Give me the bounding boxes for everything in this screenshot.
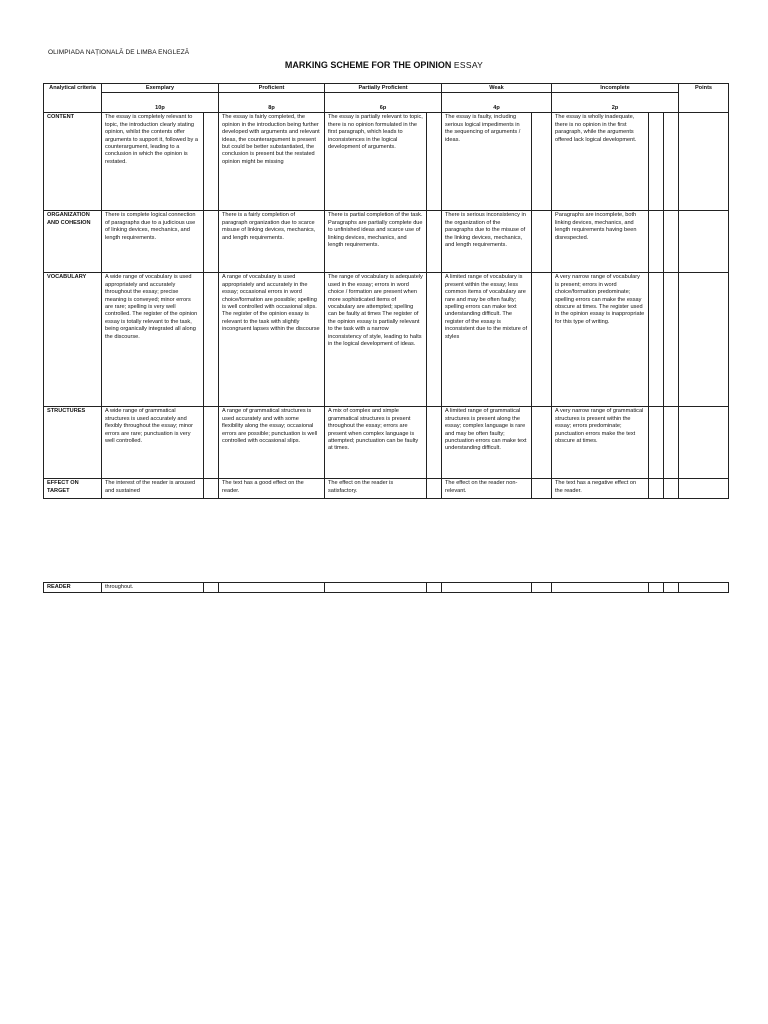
points-cell: [679, 407, 729, 479]
criterion-content: CONTENT: [44, 113, 102, 211]
score-box: [427, 407, 442, 479]
score-box: [649, 583, 664, 592]
score-box: [204, 273, 219, 407]
points-cell: [679, 113, 729, 211]
score-box: [649, 113, 664, 211]
cell-content-exemplary: The essay is completely relevant to topic, the introduction clearly stating opinion, whilst the contents offer arguments to support it, followed by a counterargument, leading to a conclusion in which the opinion is restated.: [102, 113, 204, 211]
cell-effect-partially-proficient: The effect on the reader is satisfactory.: [325, 479, 427, 499]
score-box: [427, 211, 442, 273]
cell-vocabulary-proficient: A range of vocabulary is used appropriately and accurately in the essay; occasional errors in word choice/formation are possible; spelling is well controlled with occasional slips. The register of the opinion essay is relevant to the task with slightly incongruent lapses within the discourse: [219, 273, 325, 407]
points-cell: [679, 273, 729, 407]
page-break-gap: [44, 499, 729, 583]
document-title: [0, 60, 768, 70]
criteria-header: Analytical criteria: [44, 84, 102, 113]
table-row-organization: [44, 211, 729, 273]
cell-structures-weak: A limited range of grammatical structures is present along the essay; complex language is rare and may be often faulty; punctuation errors can make text understanding difficult.: [442, 407, 532, 479]
level-incomplete-points: 2p: [552, 93, 679, 113]
points-cell: [679, 211, 729, 273]
cell-organization-incomplete: Paragraphs are incomplete, both linking devices, mechanics, and length requirements having been disrespected.: [552, 211, 649, 273]
cell-structures-exemplary: A wide range of grammatical structures is used accurately and flexibly throughout the essay; minor errors are rare; punctuation is very well controlled.: [102, 407, 204, 479]
title-main: MARKING SCHEME FOR THE OPINION: [284, 60, 452, 70]
level-weak-points: 4p: [442, 93, 552, 113]
criterion-vocabulary: VOCABULARY: [44, 273, 102, 407]
cell-organization-proficient: There is a fairly completion of paragraph organization due to scarce misuse of linking devices, mechanics, and length requirements.: [219, 211, 325, 273]
score-box: [649, 479, 664, 499]
cell-vocabulary-exemplary: A wide range of vocabulary is used appropriately and accurately throughout the essay; precise meaning is conveyed; minor errors are rare; spelling is very well controlled. The register of the opinion essay is totally relevant to the task, being organically integrated all along the discourse.: [102, 273, 204, 407]
cell-organization-exemplary: There is complete logical connection of paragraphs due to a judicious use of linking devices, mechanics, and length requirements.: [102, 211, 204, 273]
level-partially-proficient-points: 6p: [325, 93, 442, 113]
score-box: [649, 211, 664, 273]
cell-effect-incomplete: The text has a negative effect on the reader.: [552, 479, 649, 499]
score-box: [532, 479, 552, 499]
cell-reader-weak: [442, 583, 532, 592]
table-row-reader: [44, 583, 729, 592]
blank-space: [44, 499, 729, 583]
criterion-organization: ORGANIZATION AND COHESION: [44, 211, 102, 273]
score-box: [664, 211, 679, 273]
cell-organization-weak: There is serious inconsistency in the organization of the paragraphs due to the misuse of the linking devices, mechanics, and length requirements.: [442, 211, 532, 273]
level-proficient-header: Proficient: [219, 84, 325, 93]
level-incomplete-header: Incomplete: [552, 84, 679, 93]
cell-effect-exemplary: The interest of the reader is aroused and sustained: [102, 479, 204, 499]
table-row-vocabulary: [44, 273, 729, 407]
cell-reader-partially-proficient: [325, 583, 427, 592]
marking-scheme-table: [43, 83, 729, 593]
level-exemplary-points: 10p: [102, 93, 219, 113]
score-box: [664, 273, 679, 407]
table-row-content: [44, 113, 729, 211]
score-box: [204, 113, 219, 211]
cell-structures-incomplete: A very narrow range of grammatical structures is present within the essay; errors predominate; punctuation errors make the text obscure at times.: [552, 407, 649, 479]
institution-header: OLIMPIADA NAȚIONALĂ DE LIMBA ENGLEZĂ: [48, 49, 190, 56]
score-box: [664, 583, 679, 592]
cell-vocabulary-weak: A limited range of vocabulary is present within the essay; less common items of vocabulary are rare and may be often faulty; spelling errors can make text understanding difficult. The register of the essay is inconsistent due to the mixture of styles: [442, 273, 532, 407]
score-box: [427, 583, 442, 592]
score-box: [532, 113, 552, 211]
points-cell: [679, 479, 729, 499]
criterion-reader: READER: [44, 583, 102, 592]
cell-vocabulary-partially-proficient: The range of vocabulary is adequately used in the essay; errors in word choice / formation are present when more sophisticated items of vocabulary are attempted; spelling can be faulty at times The register of the opinion essay is partially relevant to the task with a narrow inconsistency of style, leading to halts in the logical development of ideas.: [325, 273, 427, 407]
score-box: [427, 273, 442, 407]
cell-structures-partially-proficient: A mix of complex and simple grammatical structures is present throughout the essay; errors are present when complex language is attempted; punctuation can be faulty at times.: [325, 407, 427, 479]
score-box: [664, 113, 679, 211]
cell-vocabulary-incomplete: A very narrow range of vocabulary is present; errors in word choice/formation predominate; spelling errors can make the essay obscure at times. The register used in the opinion essay is inappropriate for this type of writing.: [552, 273, 649, 407]
level-weak-header: Weak: [442, 84, 552, 93]
score-box: [664, 479, 679, 499]
criterion-structures: STRUCTURES: [44, 407, 102, 479]
cell-reader-incomplete: [552, 583, 649, 592]
score-box: [649, 407, 664, 479]
cell-content-partially-proficient: The essay is partially relevant to topic, there is no opinion formulated in the first paragraph, which leads to inconsistences in the logical development of arguments.: [325, 113, 427, 211]
score-box: [204, 211, 219, 273]
score-box: [532, 407, 552, 479]
table-row-structures: [44, 407, 729, 479]
cell-content-proficient: The essay is fairly completed, the opinion in the introduction being further developed with arguments and relevant ideas, the counterargument is present but could be better substantiated, the conclusion is present but the restated opinion might be missing: [219, 113, 325, 211]
title-suffix: ESSAY: [453, 60, 484, 70]
cell-effect-weak: The effect on the reader non-relevant.: [442, 479, 532, 499]
cell-effect-proficient: The text has a good effect on the reader.: [219, 479, 325, 499]
criterion-effect: EFFECT ON TARGET: [44, 479, 102, 499]
score-box: [532, 273, 552, 407]
score-box: [532, 583, 552, 592]
level-proficient-points: 8p: [219, 93, 325, 113]
cell-content-incomplete: The essay is wholly inadequate, there is no opinion in the first paragraph, while the arguments offered lack logical development.: [552, 113, 649, 211]
cell-organization-partially-proficient: There is partial completion of the task. Paragraphs are partially complete due to unfinished ideas and scarce use of linking devices, mechanics, and length requirements.: [325, 211, 427, 273]
cell-content-weak: The essay is faulty, including serious logical impediments in the sequencing of arguments / ideas.: [442, 113, 532, 211]
score-box: [649, 273, 664, 407]
score-box: [664, 407, 679, 479]
cell-structures-proficient: A range of grammatical structures is used accurately and with some flexibility along the essay; occasional errors are possible; punctuation is well controlled with occasional slips.: [219, 407, 325, 479]
points-cell: [679, 583, 729, 592]
score-box: [204, 583, 219, 592]
score-box: [427, 479, 442, 499]
points-header: Points: [679, 84, 729, 113]
score-box: [427, 113, 442, 211]
cell-reader-proficient: [219, 583, 325, 592]
cell-reader-exemplary: throughout.: [102, 583, 204, 592]
score-box: [204, 407, 219, 479]
level-exemplary-header: Exemplary: [102, 84, 219, 93]
score-box: [532, 211, 552, 273]
table-row-effect: [44, 479, 729, 499]
level-partially-proficient-header: Partially Proficient: [325, 84, 442, 93]
score-box: [204, 479, 219, 499]
